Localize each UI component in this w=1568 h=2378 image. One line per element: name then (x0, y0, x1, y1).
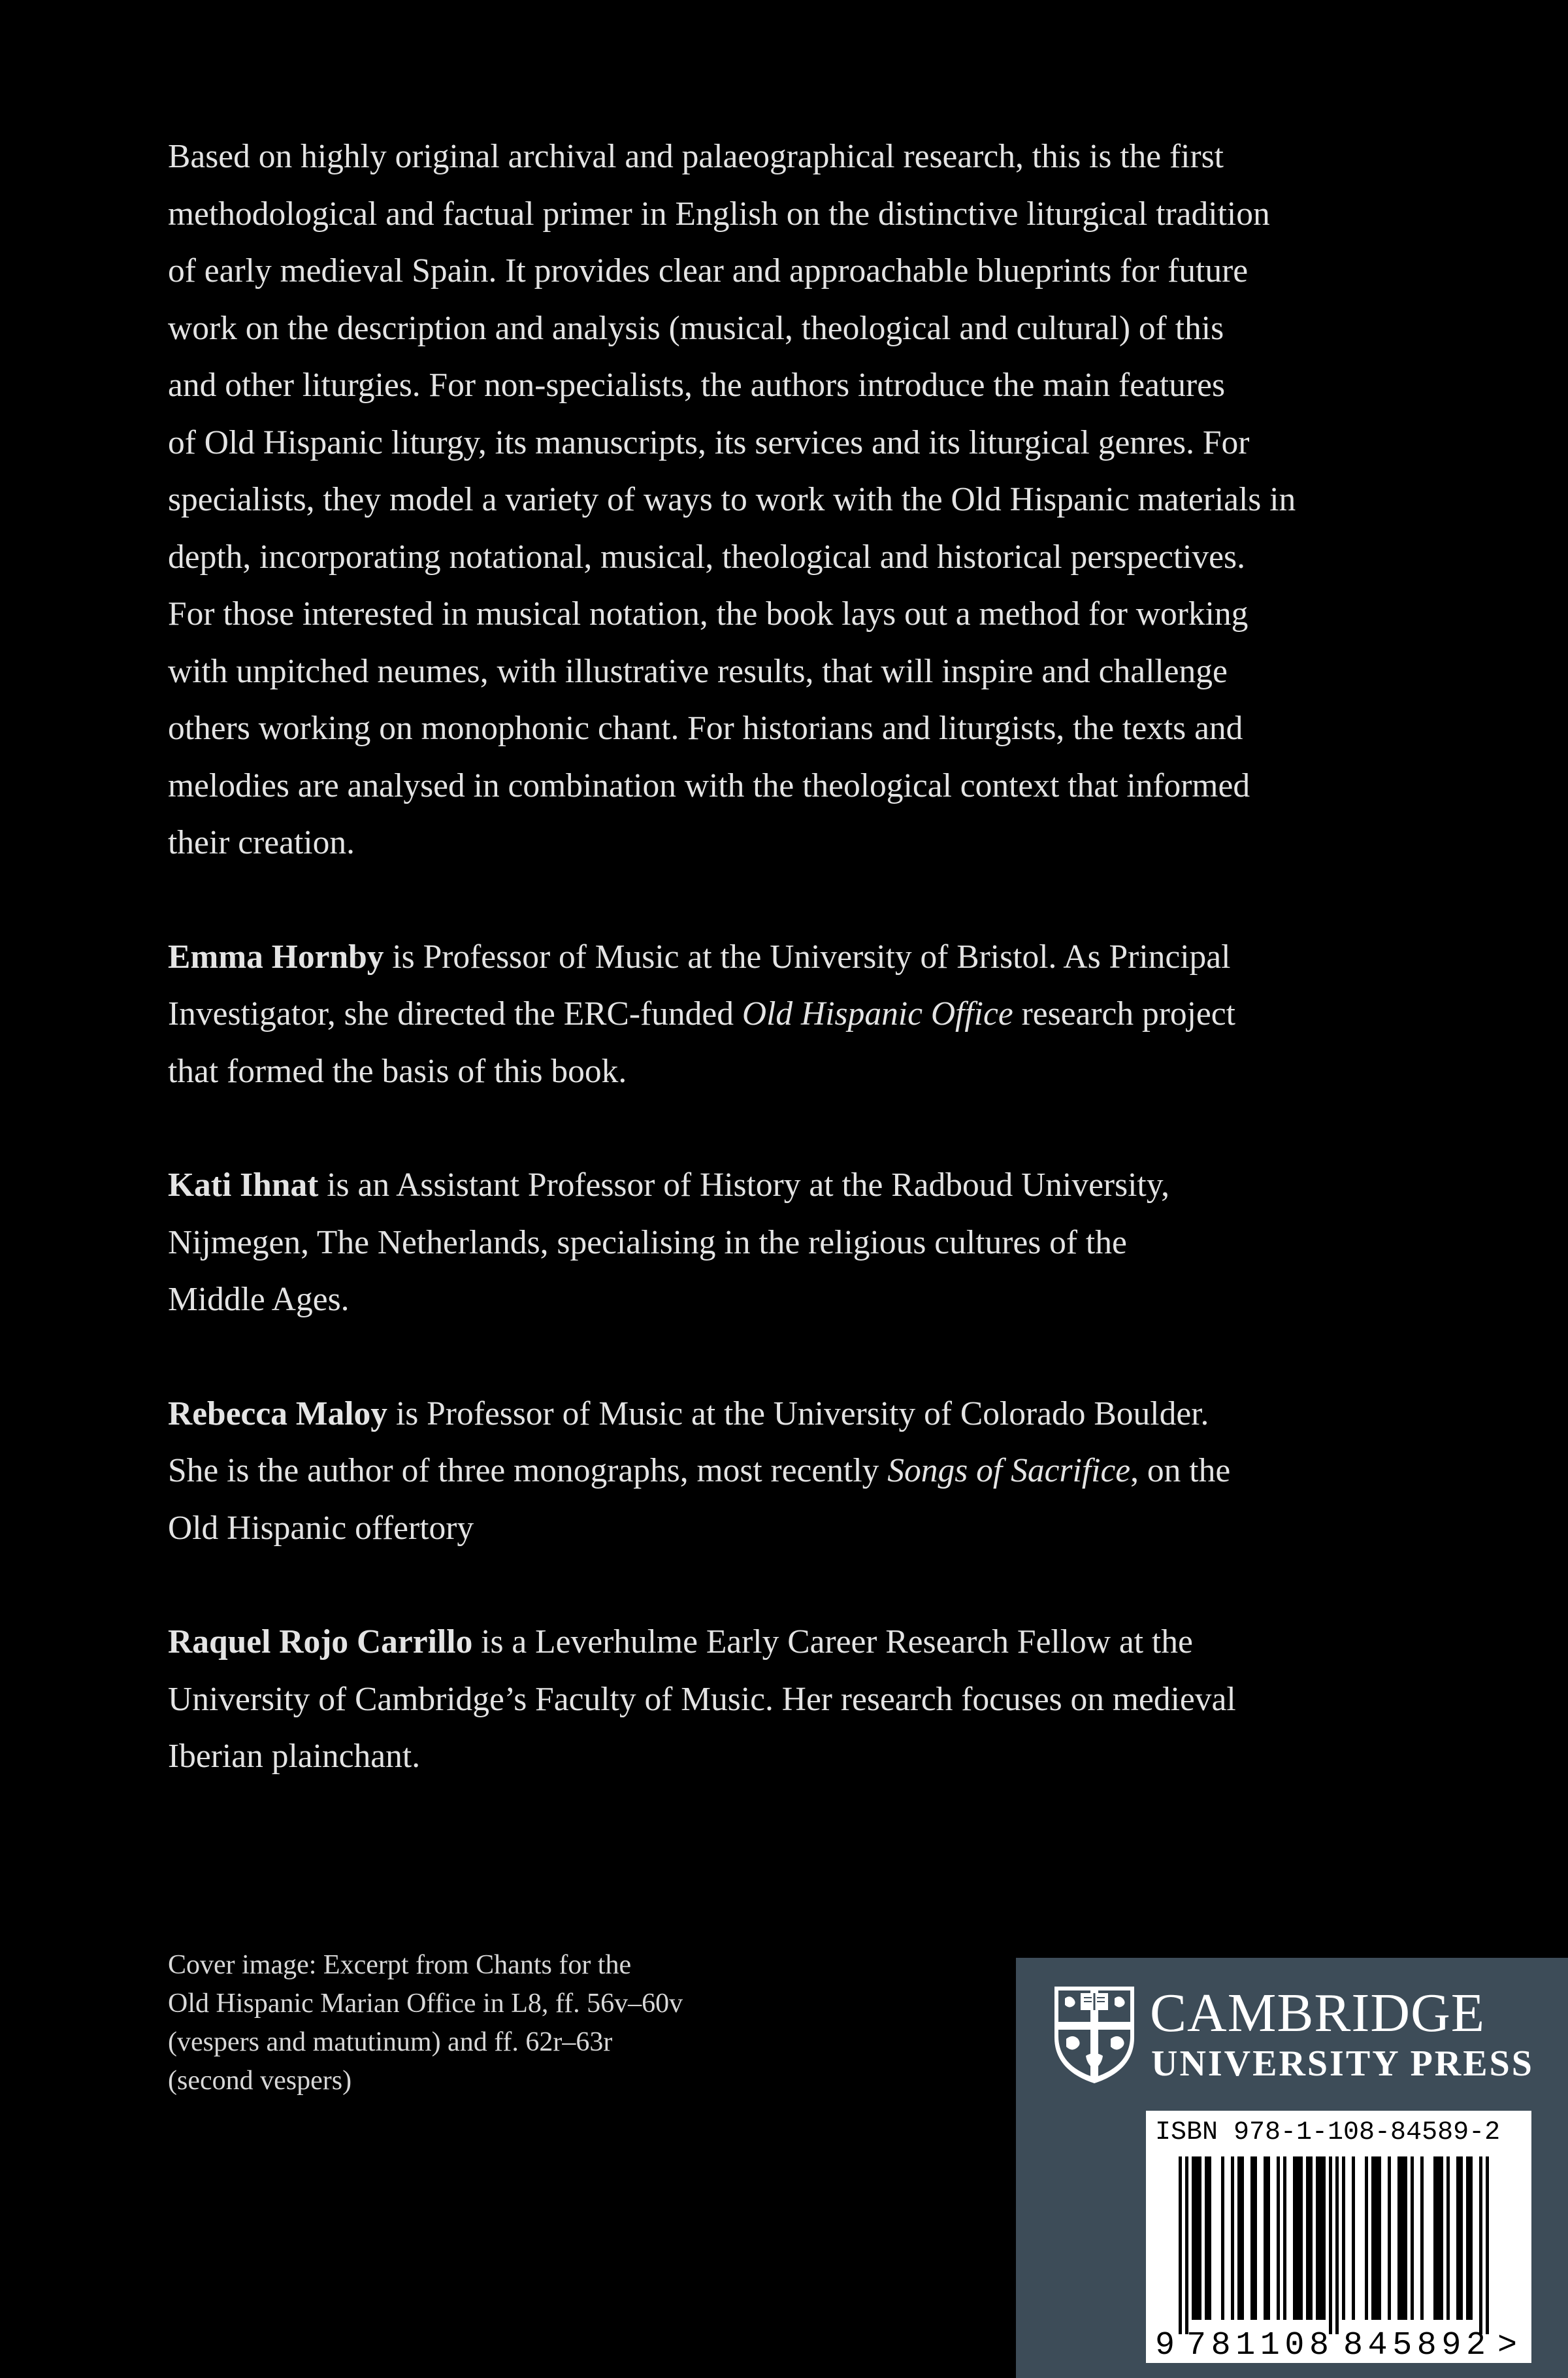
barcode-bar (1185, 2156, 1188, 2334)
author-name: Emma Hornby (168, 938, 384, 976)
barcode-bar (1231, 2156, 1234, 2320)
back-cover-text (168, 128, 1442, 1785)
publisher-subname: UNIVERSITY PRESS (1151, 2043, 1534, 2084)
isbn-label: ISBN 978-1-108-84589-2 (1155, 2118, 1501, 2147)
author-name: Raquel Rojo Carrillo (168, 1623, 473, 1660)
barcode-bar (1446, 2156, 1450, 2320)
bio-text: research project (1013, 995, 1235, 1032)
bio-text: She is the author of three monographs, most recently (168, 1452, 888, 1489)
barcode-bar (1205, 2156, 1208, 2320)
barcode-bar (1319, 2156, 1322, 2320)
author-name: Kati Ihnat (168, 1166, 319, 1204)
barcode-bar (1198, 2156, 1201, 2320)
barcode-bar (1440, 2156, 1443, 2320)
bio-line (168, 1442, 1442, 1500)
barcode-bar (1179, 2156, 1182, 2334)
barcode-bar (1433, 2156, 1437, 2320)
barcode-bar (1237, 2156, 1241, 2320)
barcode-bar (1486, 2156, 1489, 2334)
description-line: Based on highly original archival and palaeographical research, this is the first (168, 138, 1224, 175)
publisher-panel (1016, 1958, 1568, 2378)
barcode-bar (1192, 2156, 1195, 2320)
description-line: specialists, they model a variety of ways to work with the Old Hispanic materials in (168, 481, 1296, 518)
bio-line: Old Hispanic offertory (168, 1509, 474, 1547)
description-line: others working on monophonic chant. For historians and liturgists, the texts and (168, 710, 1243, 747)
bio-line: University of Cambridge’s Faculty of Music. Her research focuses on medieval (168, 1680, 1236, 1718)
bio-text: Investigator, she directed the ERC-funded (168, 995, 742, 1032)
barcode-digits-left: 781108 (1186, 2327, 1329, 2363)
bio-line: Iberian plainchant. (168, 1738, 421, 1775)
author-bio-hornby (168, 929, 1442, 1100)
description-line: their creation. (168, 824, 355, 861)
bio-text: is an Assistant Professor of History at the Radboud University, (318, 1166, 1170, 1204)
barcode-digit-lead: 9 (1155, 2327, 1175, 2363)
cambridge-crest-icon (1052, 1984, 1137, 2085)
barcode-bar (1195, 2156, 1198, 2320)
barcode-bar (1352, 2156, 1355, 2320)
description-line: and other liturgies. For non-specialists, the authors introduce the main features (168, 367, 1226, 404)
barcode-bar (1335, 2156, 1339, 2334)
description-line: methodological and factual primer in English on the distinctive liturgical tradition (168, 195, 1270, 233)
barcode-bar (1404, 2156, 1407, 2320)
description-line: depth, incorporating notational, musical, theological and historical perspectives. (168, 538, 1245, 576)
barcode-bar (1329, 2156, 1332, 2334)
barcode-bar (1378, 2156, 1381, 2320)
credit-line: Cover image: Excerpt from Chants for the (168, 1950, 632, 1980)
isbn-barcode (1146, 2111, 1531, 2363)
description-line: with unpitched neumes, with illustrative results, that will inspire and challenge (168, 652, 1228, 690)
barcode-bar (1264, 2156, 1267, 2320)
bio-text: is a Leverhulme Early Career Research Fellow at the (472, 1623, 1193, 1660)
barcode-bar (1322, 2156, 1326, 2320)
bio-text: is Professor of Music at the University of Colorado Boulder. (387, 1395, 1209, 1432)
description-line: work on the description and analysis (musical, theological and cultural) of this (168, 309, 1224, 347)
bio-line (168, 985, 1442, 1043)
barcode-bar (1460, 2156, 1463, 2320)
author-bio-maloy (168, 1385, 1442, 1557)
barcode-bar (1375, 2156, 1378, 2320)
barcode-bar (1250, 2156, 1254, 2320)
barcode-bar (1306, 2156, 1309, 2320)
description-line: melodies are analysed in combination with the theological context that informed (168, 767, 1250, 804)
barcode-bar (1469, 2156, 1473, 2320)
barcode-bar (1221, 2156, 1224, 2320)
barcode-bar (1397, 2156, 1401, 2320)
barcode-bar (1283, 2156, 1286, 2320)
barcode-bar (1401, 2156, 1404, 2320)
barcode-bar (1479, 2156, 1482, 2334)
bio-line: Nijmegen, The Netherlands, specialising in the religious cultures of the (168, 1223, 1127, 1261)
barcode-bar (1296, 2156, 1299, 2320)
barcode-bar (1456, 2156, 1460, 2320)
barcode-bar (1466, 2156, 1469, 2320)
barcode-bar (1371, 2156, 1375, 2320)
description-line: For those interested in musical notation, the book lays out a method for working (168, 595, 1249, 633)
credit-line: (vespers and matutinum) and ff. 62r–63r (168, 2027, 613, 2057)
barcode-bar (1388, 2156, 1391, 2320)
book-title: Songs of Sacrifice (887, 1452, 1131, 1489)
project-title: Old Hispanic Office (742, 995, 1013, 1032)
barcode-bar (1293, 2156, 1296, 2320)
barcode-bar (1241, 2156, 1244, 2320)
description-line: of Old Hispanic liturgy, its manuscripts, its services and its liturgical genres. For (168, 423, 1250, 461)
bio-line (168, 1157, 1442, 1214)
barcode-bar (1365, 2156, 1368, 2320)
author-bio-rojo-carrillo (168, 1613, 1442, 1785)
author-name: Rebecca Maloy (168, 1395, 388, 1432)
bio-line: that formed the basis of this book. (168, 1052, 627, 1090)
barcode-quiet-mark: > (1497, 2327, 1518, 2363)
barcode-digits-right: 845892 (1343, 2327, 1486, 2363)
barcode-bar (1208, 2156, 1211, 2320)
bio-line: Middle Ages. (168, 1281, 350, 1318)
barcode-bar (1309, 2156, 1313, 2320)
bio-line (168, 929, 1442, 986)
bio-line (168, 1385, 1442, 1443)
bio-text: , on the (1130, 1452, 1231, 1489)
barcode-bar (1411, 2156, 1414, 2320)
barcode-bar (1267, 2156, 1270, 2320)
book-description (168, 128, 1442, 872)
author-bio-ihnat (168, 1157, 1442, 1329)
bio-line (168, 1613, 1442, 1671)
description-line: of early medieval Spain. It provides clear and approachable blueprints for future (168, 252, 1249, 289)
cover-image-credit (168, 1946, 756, 2100)
bio-text: is Professor of Music at the University of Bristol. As Principal (384, 938, 1231, 976)
barcode-bar (1299, 2156, 1303, 2320)
barcode-bar (1316, 2156, 1319, 2320)
barcode-bar (1420, 2156, 1424, 2320)
barcode-bar (1254, 2156, 1257, 2320)
barcode-bar (1342, 2156, 1345, 2320)
credit-line: Old Hispanic Marian Office in L8, ff. 56v–60v (168, 1989, 683, 2019)
publisher-name: CAMBRIDGE (1150, 1983, 1486, 2043)
credit-line: (second vespers) (168, 2066, 352, 2096)
barcode-bar (1277, 2156, 1280, 2320)
barcode-bar (1437, 2156, 1440, 2320)
